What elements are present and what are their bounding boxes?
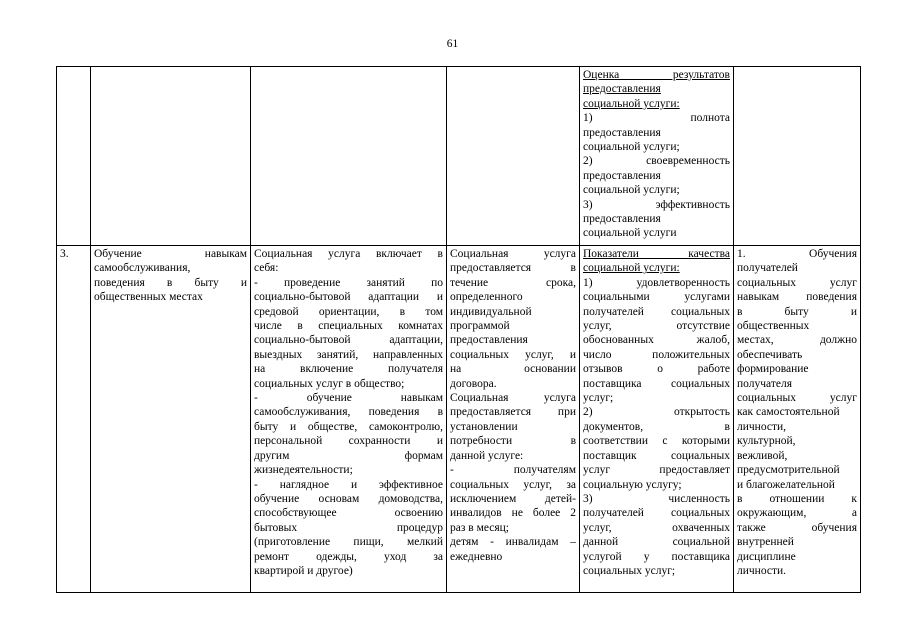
terms-line: на основании: [450, 363, 576, 376]
evaluation-line: 2) своевременность: [583, 155, 730, 168]
quality-line: услугой у поставщика: [583, 550, 730, 563]
terms-line: определенного: [450, 291, 523, 304]
evaluation-heading: предоставления: [583, 83, 661, 96]
content-line: другим формам: [254, 449, 443, 462]
result-line: и благожелательной: [737, 478, 835, 491]
terms-line: предоставляется в: [450, 262, 576, 275]
result-line: личности.: [737, 564, 787, 577]
service-name-line: самообслуживания,: [94, 262, 191, 275]
quality-line: 1) удовлетворенность: [583, 276, 730, 289]
terms-line: ежедневно: [450, 550, 503, 563]
table-row: [57, 246, 861, 593]
content-line: бытовых процедур: [254, 521, 443, 534]
content-line: быту и обществе, самоконтролю,: [254, 420, 443, 433]
result-line: местах, должно: [737, 334, 857, 347]
result-line: окружающим, а: [737, 507, 857, 520]
result-line: обеспечивать: [737, 348, 803, 361]
result-line: дисциплине: [737, 550, 796, 563]
quality-line: данной социальной: [583, 536, 730, 549]
terms-line: договора.: [450, 377, 497, 390]
result-line: также обучения: [737, 521, 857, 534]
evaluation-line: социальной услуги;: [583, 184, 680, 197]
result-line: общественных: [737, 320, 810, 333]
evaluation-line: 3) эффективность: [583, 198, 730, 211]
quality-line: отзывов о работе: [583, 363, 730, 376]
content-line: - проведение занятий по: [254, 276, 443, 289]
terms-line: детям - инвалидам –: [450, 536, 576, 549]
terms-line: - получателям: [450, 464, 576, 477]
evaluation-heading: Оценка результатов: [583, 69, 730, 81]
result-line: навыкам поведения: [737, 291, 857, 304]
content-line: на включение получателя: [254, 363, 443, 376]
evaluation-line: 1) полнота: [583, 112, 730, 125]
terms-line: предоставления: [450, 334, 528, 347]
quality-line: документов, в: [583, 420, 730, 433]
terms-line: течение срока,: [450, 276, 576, 289]
quality-line: соответствии с которыми: [583, 435, 730, 448]
cell-number: [57, 246, 91, 593]
content-line: числе в специальных комнатах: [254, 320, 443, 333]
content-line: самообслуживания, поведения в: [254, 406, 443, 419]
evaluation-line: предоставления: [583, 169, 661, 182]
content-line: ремонт одежды, уход за: [254, 550, 443, 563]
cell-number: [57, 67, 91, 246]
content-line: (приготовление пищи, мелкий: [254, 536, 443, 549]
cell-evaluation: [580, 67, 734, 246]
quality-heading: социальной услуги:: [583, 262, 680, 275]
quality-line: обоснованных жалоб,: [583, 334, 730, 347]
quality-line: социальных услуг;: [583, 564, 676, 577]
quality-line: 3) численность: [583, 492, 730, 505]
result-line: предусмотрительной: [737, 464, 840, 477]
evaluation-line: предоставления: [583, 126, 661, 139]
evaluation-line: предоставления: [583, 213, 661, 226]
content-line: персональной сохранности и: [254, 435, 443, 448]
content-line: квартирой и другое): [254, 564, 353, 577]
content-line: выездных занятий, направленных: [254, 348, 443, 361]
result-line: культурной,: [737, 435, 796, 448]
terms-line: инвалидов не более 2: [450, 507, 576, 520]
service-name-line: общественных местах: [94, 291, 203, 304]
quality-line: 2) открытость: [583, 406, 730, 419]
terms-line: Социальная услуга: [450, 392, 576, 405]
cell-result: [734, 246, 861, 593]
terms-line: Социальная услуга: [450, 248, 576, 260]
content-line: жизнедеятельности;: [254, 464, 353, 477]
cell-service-content: [251, 246, 447, 593]
result-line: 1. Обучения: [737, 248, 857, 260]
quality-line: получателей социальных: [583, 507, 730, 520]
services-table: [56, 66, 861, 593]
quality-line: поставщика социальных: [583, 377, 730, 390]
result-line: в отношении к: [737, 492, 857, 505]
result-line: в быту и: [737, 305, 857, 318]
quality-line: социальными услугами: [583, 291, 730, 304]
row-number: 3.: [60, 248, 69, 260]
evaluation-heading: социальной услуги:: [583, 97, 680, 110]
result-line: социальных услуг: [737, 392, 857, 405]
result-line: получателя: [737, 377, 792, 390]
quality-line: социальную услугу;: [583, 478, 682, 491]
content-line: - обучение навыкам: [254, 392, 443, 405]
cell-quality: [580, 246, 734, 593]
table-row: [57, 67, 861, 246]
content-line: средовой ориентации, в том: [254, 305, 443, 318]
cell-service-name: [91, 246, 251, 593]
content-line: социальных услуг в общество;: [254, 377, 405, 390]
result-line: как самостоятельной: [737, 406, 840, 419]
content-line: способствующее освоению: [254, 507, 443, 520]
cell-service-name: [91, 67, 251, 246]
evaluation-line: социальной услуги: [583, 227, 677, 240]
quality-line: услуг предоставляет: [583, 464, 730, 477]
content-line: обучение основам домоводства,: [254, 492, 443, 505]
content-line: себя:: [254, 262, 279, 275]
terms-line: данной услуге:: [450, 449, 524, 462]
cell-service-content: [251, 67, 447, 246]
content-line: социально-бытовой адаптации,: [254, 334, 443, 347]
terms-line: потребности в: [450, 435, 576, 448]
terms-line: предоставляется при: [450, 406, 576, 419]
cell-result: [734, 67, 861, 246]
content-line: - наглядное и эффективное: [254, 478, 443, 491]
service-name-line: поведения в быту и: [94, 276, 247, 289]
service-name-line: Обучение навыкам: [94, 248, 247, 260]
result-line: личности,: [737, 420, 787, 433]
page-number: 61: [446, 38, 459, 50]
cell-service-terms: [447, 67, 580, 246]
quality-line: услуг;: [583, 392, 614, 405]
quality-line: услуг, отсутствие: [583, 320, 730, 333]
terms-line: установлении: [450, 420, 518, 433]
quality-heading: Показатели качества: [583, 248, 730, 260]
terms-line: социальных услуг, за: [450, 478, 576, 491]
result-line: формирование: [737, 363, 809, 376]
terms-line: исключением детей-: [450, 492, 576, 505]
terms-line: социальных услуг, и: [450, 348, 576, 361]
result-line: получателей: [737, 262, 798, 275]
cell-service-terms: [447, 246, 580, 593]
result-line: социальных услуг: [737, 276, 857, 289]
terms-line: программой: [450, 320, 510, 333]
result-line: вежливой,: [737, 449, 788, 462]
content-line: социально-бытовой адаптации и: [254, 291, 443, 304]
result-line: внутренней: [737, 536, 794, 549]
quality-line: поставщик социальных: [583, 449, 730, 462]
quality-line: услуг, охваченных: [583, 521, 730, 534]
evaluation-line: социальной услуги;: [583, 141, 680, 154]
terms-line: индивидуальной: [450, 305, 532, 318]
terms-line: раз в месяц;: [450, 521, 509, 534]
content-line: Социальная услуга включает в: [254, 248, 443, 260]
quality-line: получателей социальных: [583, 305, 730, 318]
quality-line: число положительных: [583, 348, 730, 361]
